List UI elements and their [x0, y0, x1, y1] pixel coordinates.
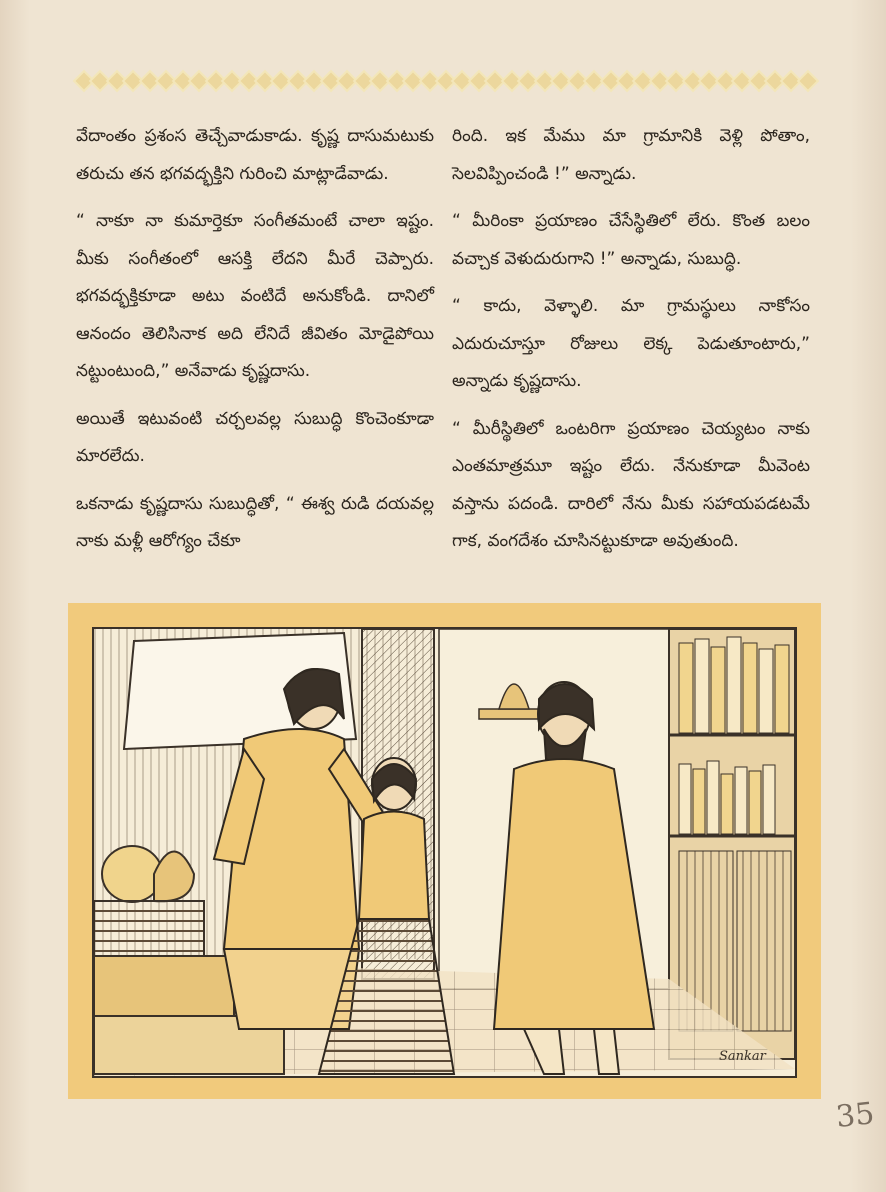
paragraph: “ కాదు, వెళ్ళాలి. మా గ్రామస్థులు నాకోసం ఎదురుచూస్తూ రోజులు లెక్క పెడుతూంటారు,” అన్నాడు కృష్ణదాసు. [452, 296, 810, 391]
paragraph: ఒకనాడు కృష్ణదాసు సుబుద్ధితో, “ ఈశ్వ రుడి దయవల్ల నాకు మళ్లీ ఆరోగ్యం చేకూ [76, 493, 434, 551]
paragraph: రింది. ఇక మేము మా గ్రామానికి వెళ్లి పోతాం, సెలవిప్పించండి !” అన్నాడు. [452, 126, 810, 184]
paragraph: వేదాంతం ప్రశంస తెచ్చేవాడుకాడు. కృష్ణ దాసుమటుకు తరుచు తన భగవద్భక్తిని గురించి మాట్లాడేవాడు. [76, 126, 434, 184]
illustration-drawing [94, 629, 795, 1076]
page-number: 35 [834, 1096, 876, 1135]
left-text-column [76, 118, 434, 571]
paragraph: “ మీరింకా ప్రయాణం చేసేస్థితిలో లేరు. కొంత బలం వచ్చాక వెళుదురుగాని !” అన్నాడు, సుబుద్ధి. [452, 211, 810, 269]
story-illustration [92, 627, 797, 1078]
paragraph: అయితే ఇటువంటి చర్చలవల్ల సుబుద్ధి కొంచెంకూడా మారలేదు. [76, 408, 434, 466]
artist-signature: Sankar [719, 1049, 766, 1064]
decorative-border-top [78, 70, 814, 92]
illustration-frame [68, 603, 821, 1099]
paragraph: “ నాకూ నా కుమార్తెకూ సంగీతమంటే చాలా ఇష్టం. మీకు సంగీతంలో ఆసక్తి లేదని మీరే చెప్పారు. భగవద్భక్తికూడా అటు వంటిదే అనుకోండి. దానిలో ఆనందం తెలిసినాక అది లేనిదే జీవితం మోడైపోయి నట్టుంటుంది,” అనేవాడు కృష్ణదాసు. [76, 211, 434, 381]
right-text-column [452, 118, 810, 571]
paragraph: “ మీరీస్థితిలో ఒంటరిగా ప్రయాణం చెయ్యటం నాకు ఎంతమాత్రమూ ఇష్టం లేదు. నేనుకూడా మీవెంట వస్తాను పదండి. దారిలో నేను మీకు సహాయపడటమే గాక, వంగదేశం చూసినట్టుకూడా అవుతుంది. [452, 418, 810, 551]
